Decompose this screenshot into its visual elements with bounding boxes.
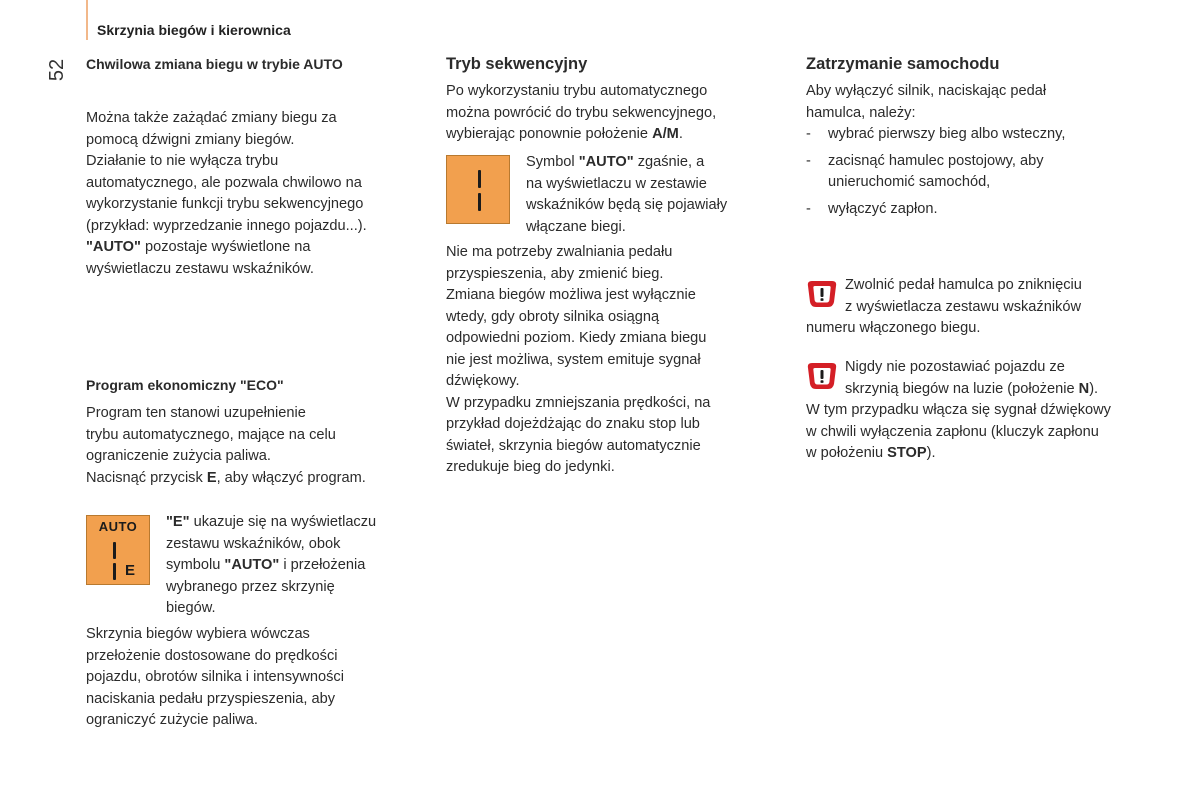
lcd-segment xyxy=(113,563,116,580)
heading-auto-gear-change: Chwilowa zmiana biegu w trybie AUTO xyxy=(86,56,343,72)
text-line: wykorzystanie funkcji trybu sekwencyjnego xyxy=(86,196,364,212)
text-span: wybierając ponownie położenie xyxy=(446,126,653,142)
text-line xyxy=(806,443,1176,465)
text-line: na wyświetlaczu w zestawie xyxy=(526,175,707,192)
sequential-note xyxy=(526,152,776,238)
text-line: pojazdu, obrotów silnika i intensywności xyxy=(86,669,344,685)
text-line xyxy=(86,468,421,490)
section-title: Skrzynia biegów i kierownica xyxy=(97,22,291,38)
text-line: świateł, skrzynia biegów automatycznie xyxy=(446,437,701,454)
bold-key-e: E xyxy=(206,469,217,486)
bold-stop: STOP xyxy=(887,445,927,461)
text-line xyxy=(446,124,776,146)
column-1 xyxy=(86,54,421,280)
text-line: wyłączyć zapłon. xyxy=(828,200,938,217)
dash-bullet: - xyxy=(806,200,811,217)
text-line: dźwiękowy. xyxy=(446,373,520,389)
list-item xyxy=(806,151,1166,194)
text-span: zgaśnie, a xyxy=(633,154,705,170)
text-line: Program ten stanowi uzupełnienie xyxy=(86,405,306,421)
text-line: Nie ma potrzeby zwalniania pedału xyxy=(446,244,673,260)
text-line: Aby wyłączyć silnik, naciskając pedał xyxy=(806,83,1047,99)
text-line: unieruchomić samochód, xyxy=(828,174,991,190)
lcd-segment xyxy=(113,542,116,559)
paragraph-gear-change xyxy=(86,108,421,280)
text-line: wyświetlaczu zestawu wskaźników. xyxy=(86,260,314,277)
text-line xyxy=(806,379,1176,401)
text-line: zestawu wskaźników, obok xyxy=(166,535,341,552)
text-line xyxy=(166,555,421,577)
column-2 xyxy=(446,53,776,146)
text-line: Po wykorzystaniu trybu automatycznego xyxy=(446,83,708,99)
text-span: i przełożenia xyxy=(279,557,366,573)
text-line: przełożenie dostosowane do prędkości xyxy=(86,647,338,664)
lcd-segment xyxy=(478,193,481,211)
bold-e: "E" xyxy=(166,514,190,530)
text-span: ). xyxy=(1089,380,1099,397)
steps-list xyxy=(806,124,1166,220)
text-line: trybu automatycznego, mające na celu xyxy=(86,426,336,443)
heading-stopping-vehicle: Zatrzymanie samochodu xyxy=(806,55,1000,73)
text-line: wybrać pierwszy bieg albo wsteczny, xyxy=(828,126,1066,142)
text-span: ukazuje się na wyświetlaczu xyxy=(189,514,377,530)
warning-note-2 xyxy=(806,357,1176,465)
text-line: w chwili wyłączenia zapłonu (kluczyk zapłonu xyxy=(806,423,1099,440)
text-line: W tym przypadku włącza się sygnał dźwiękowy xyxy=(806,402,1111,418)
text-line: zacisnąć hamulec postojowy, aby xyxy=(828,152,1044,169)
text-line: nie jest możliwa, system emituje sygnał xyxy=(446,351,701,368)
text-line: biegów. xyxy=(166,600,216,616)
text-line: Skrzynia biegów wybiera wówczas xyxy=(86,626,310,642)
text-line: Zwolnić pedał hamulca po zniknięciu xyxy=(845,277,1082,293)
lcd-auto-label: AUTO xyxy=(98,519,138,534)
heading-sequential-mode: Tryb sekwencyjny xyxy=(446,55,588,73)
text-span: Symbol xyxy=(526,154,579,170)
lcd-segment xyxy=(478,170,481,188)
text-line: ograniczyć zużycie paliwa. xyxy=(86,712,258,728)
heading-eco: Program ekonomiczny "ECO" xyxy=(86,377,284,393)
bold-auto: "AUTO" xyxy=(86,239,141,255)
paragraph-gear-selection xyxy=(86,624,421,732)
warning-note-1 xyxy=(806,275,1166,340)
text-line: W przypadku zmniejszania prędkości, na xyxy=(446,394,711,411)
text-span: . xyxy=(678,126,683,142)
text-line: Można także zażądać zmiany biegu za xyxy=(86,110,337,126)
text-span: Nacisnąć przycisk xyxy=(86,469,207,486)
text-span: symbolu xyxy=(166,557,225,573)
paragraph-sequential-details xyxy=(446,242,776,479)
column-3 xyxy=(806,53,1166,225)
text-line: pomocą dźwigni zmiany biegów. xyxy=(86,131,295,148)
text-line: wskaźników będą się pojawiały xyxy=(526,197,728,213)
bold-auto: "AUTO" xyxy=(224,557,280,573)
eco-note xyxy=(166,512,421,620)
text-span: , aby włączyć program. xyxy=(216,469,366,486)
page-number: 52 xyxy=(46,58,68,82)
text-line: przyspieszenia, aby zmienić bieg. xyxy=(446,265,664,282)
text-line: wybranego przez skrzynię xyxy=(166,578,335,595)
text-line: Działanie to nie wyłącza trybu xyxy=(86,153,279,169)
text-line: hamulca, należy: xyxy=(806,104,916,121)
text-line: zredukuje bieg do jedynki. xyxy=(446,459,615,475)
lcd-gear-display-icon xyxy=(446,155,510,224)
text-span: ). xyxy=(926,445,936,461)
text-line: Zmiana biegów możliwa jest wyłącznie xyxy=(446,287,696,303)
text-line: ograniczenie zużycia paliwa. xyxy=(86,448,271,464)
text-span: pozostaje wyświetlone na xyxy=(140,239,311,255)
header-accent-rule xyxy=(86,0,88,40)
text-line: włączane biegi. xyxy=(526,218,626,235)
text-line: odpowiedni poziom. Kiedy zmiana biegu xyxy=(446,330,707,346)
list-item xyxy=(806,199,1166,221)
bold-auto: "AUTO" xyxy=(578,154,634,170)
text-span: w położeniu xyxy=(806,445,888,461)
text-line: naciskania pedału przyspieszenia, aby xyxy=(86,690,336,707)
text-line: Nigdy nie pozostawiać pojazdu ze xyxy=(845,359,1065,375)
text-line: z wyświetlacza zestawu wskaźników xyxy=(845,298,1082,315)
list-item xyxy=(806,124,1166,146)
dash-bullet: - xyxy=(806,152,811,169)
text-line: przykład dojeżdżając do znaku stop lub xyxy=(446,416,700,432)
bold-am: A/M xyxy=(652,126,679,142)
text-line xyxy=(166,512,421,534)
text-line: można powrócić do trybu sekwencyjnego, xyxy=(446,104,717,121)
text-line: (przykład: wyprzedzanie innego pojazdu...). xyxy=(86,217,367,234)
bold-n: N xyxy=(1078,380,1090,397)
text-span: skrzynią biegów na luzie (położenie xyxy=(845,380,1079,397)
text-line: automatycznego, ale pozwala chwilowo na xyxy=(86,174,362,191)
eco-section xyxy=(86,375,421,489)
text-line xyxy=(526,152,776,174)
dash-bullet: - xyxy=(806,126,811,142)
lcd-auto-e-display-icon xyxy=(86,515,150,585)
text-line: wtedy, gdy obroty silnika osiągną xyxy=(446,308,660,325)
lcd-e-label: E xyxy=(125,562,136,579)
text-line: numeru włączonego biegu. xyxy=(806,320,981,336)
text-line xyxy=(86,237,421,259)
